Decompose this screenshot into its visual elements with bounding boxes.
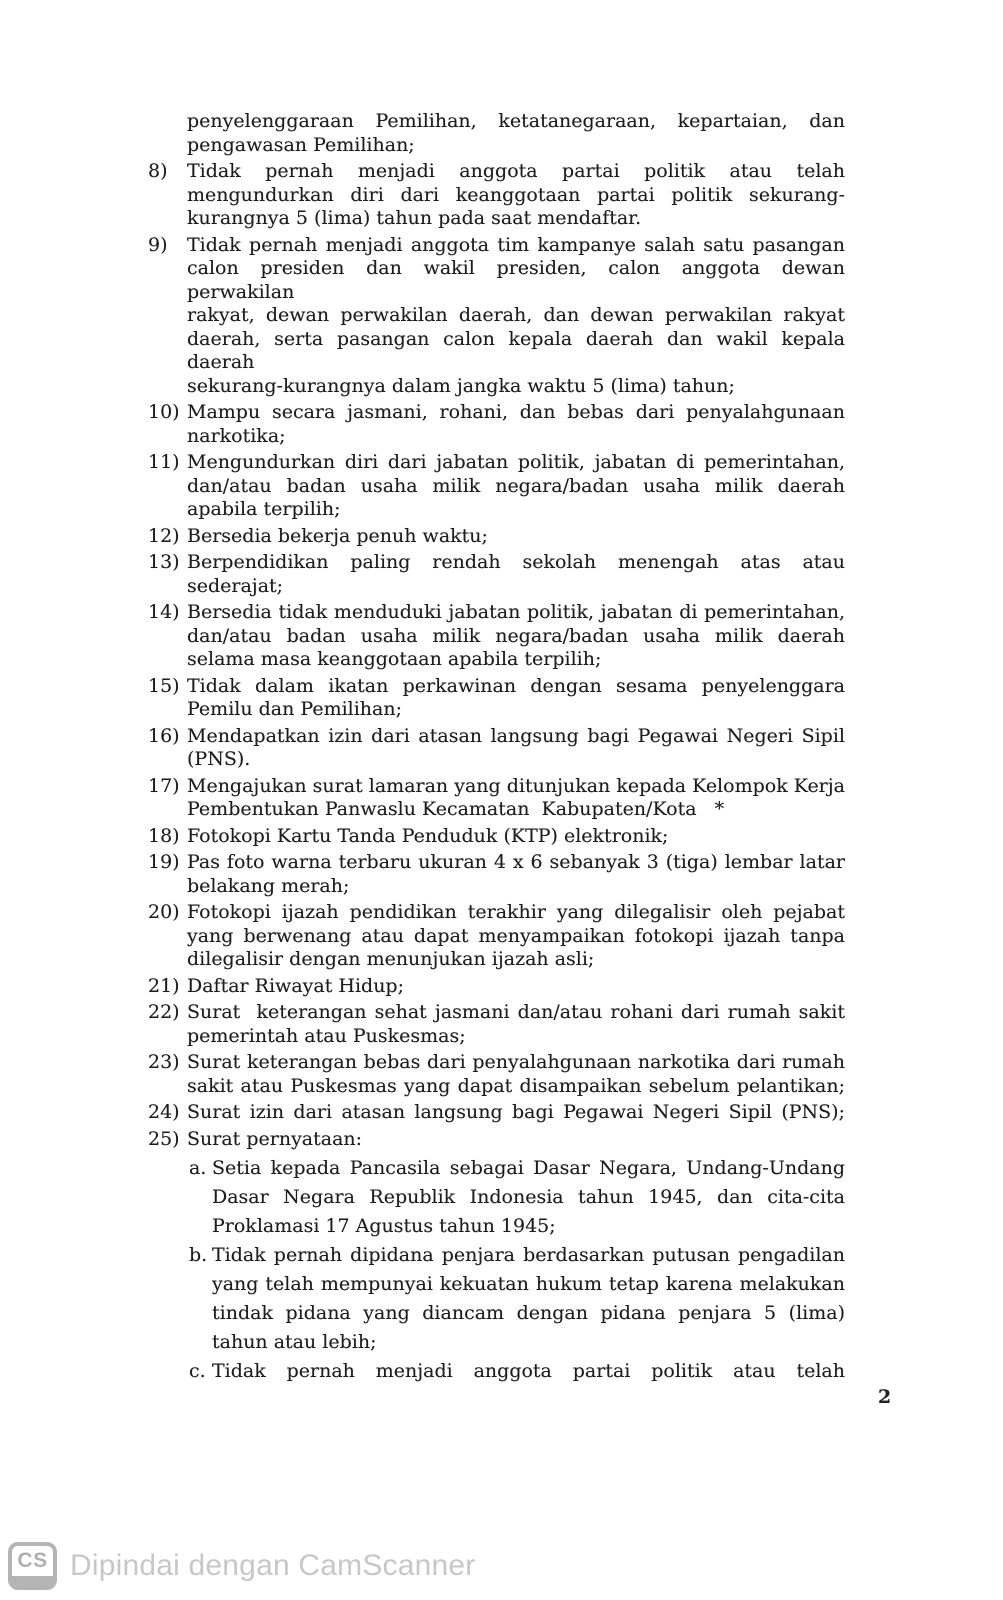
subitem-label: b.	[189, 1244, 208, 1266]
text-line: daerah, serta pasangan calon kepala daerah dan wakil kepala daerah	[187, 327, 852, 373]
camscanner-icon-base	[12, 1576, 53, 1586]
text-line: calon presiden dan wakil presiden, calon anggota dewan perwakilan	[187, 257, 852, 303]
numbered-list	[148, 160, 852, 1151]
text-line: Fotokopi Kartu Tanda Penduduk (KTP) elektronik;	[187, 824, 669, 847]
camscanner-icon	[8, 1542, 57, 1590]
paragraph-continuation	[187, 110, 845, 157]
item-text	[187, 725, 845, 772]
text-line: Bersedia tidak menduduki jabatan politik, jabatan di pemerintahan,	[187, 601, 845, 623]
list-item-14	[148, 601, 845, 672]
text-line: Mengundurkan diri dari jabatan politik, jabatan di pemerintahan,	[187, 451, 845, 473]
item-number: 17)	[148, 774, 180, 797]
text-line: Tidak pernah dipidana penjara berdasarkan putusan pengadilan	[212, 1244, 845, 1266]
item-number: 12)	[148, 524, 180, 547]
text-line: selama masa keanggotaan apabila terpilih;	[187, 648, 602, 670]
camscanner-icon-letters: CS	[17, 1549, 48, 1572]
item-text	[187, 675, 845, 722]
list-item-23	[148, 1051, 845, 1098]
text-line: Tidak pernah menjadi anggota partai politik atau telah	[187, 160, 845, 182]
text-line: mengundurkan diri dari keanggotaan partai politik sekurang-	[187, 183, 845, 206]
text-line: Pemilu dan Pemilihan;	[187, 698, 403, 720]
list-item-10	[148, 401, 845, 448]
text-line: belakang merah;	[187, 874, 350, 897]
list-item-13	[148, 551, 852, 598]
item-number: 20)	[148, 901, 180, 923]
page-number: 2	[878, 1386, 892, 1408]
watermark-text: Dipindai dengan CamScanner	[70, 1549, 476, 1582]
list-item-11	[148, 451, 845, 522]
item-number: 11)	[148, 451, 180, 473]
subitem-text	[212, 1357, 845, 1386]
text-line: Mendapatkan izin dari atasan langsung bagi Pegawai Negeri Sipil	[187, 724, 845, 747]
list-item-15	[148, 675, 845, 722]
item-number: 21)	[148, 974, 180, 997]
item-text	[187, 1101, 845, 1125]
subitem-text	[212, 1154, 845, 1241]
list-item-19	[148, 851, 845, 898]
list-item-17	[148, 775, 845, 822]
item-text	[187, 1051, 845, 1098]
text-line: Surat pernyataan:	[187, 1127, 363, 1150]
text-line: Berpendidikan paling rendah sekolah menengah atas atau sederajat;	[187, 551, 852, 597]
list-item-24	[148, 1101, 845, 1125]
text-line: pemerintah atau Puskesmas;	[187, 1024, 466, 1047]
list-item-22	[148, 1001, 845, 1048]
text-line: Mampu secara jasmani, rohani, dan bebas dari penyalahgunaan	[187, 401, 845, 423]
subitem-text	[212, 1241, 845, 1357]
item-text	[187, 775, 845, 822]
item-text	[187, 601, 845, 672]
item-text	[187, 525, 845, 549]
item-text	[187, 160, 845, 231]
text-line: Fotokopi ijazah pendidikan terakhir yang dilegalisir oleh pejabat	[187, 901, 845, 923]
text-line: Proklamasi 17 Agustus tahun 1945;	[212, 1215, 556, 1237]
item-number: 10)	[148, 401, 180, 423]
item-text	[187, 901, 845, 972]
item-number: 15)	[148, 674, 180, 697]
text-line: apabila terpilih;	[187, 498, 341, 520]
item-number: 22)	[148, 1001, 180, 1023]
item-text	[187, 825, 845, 849]
item-number: 9)	[148, 233, 168, 256]
item-number: 19)	[148, 851, 180, 873]
text-line: Dasar Negara Republik Indonesia tahun 1945, dan cita-cita	[212, 1186, 845, 1208]
text-line: Surat keterangan sehat jasmani dan/atau rohani dari rumah sakit	[187, 1001, 845, 1023]
item-number: 16)	[148, 724, 180, 747]
text-line: rakyat, dewan perwakilan daerah, dan dewan perwakilan rakyat	[187, 304, 845, 326]
camscanner-watermark-bar	[8, 1540, 475, 1592]
list-item-25	[148, 1128, 845, 1152]
item-number: 23)	[148, 1051, 180, 1073]
subitem-label: a.	[189, 1157, 207, 1179]
text-line: yang telah mempunyai kekuatan hukum tetap karena melakukan	[212, 1273, 845, 1295]
text-line: pengawasan Pemilihan;	[187, 133, 415, 156]
item-text	[187, 975, 845, 999]
item-number: 13)	[148, 551, 180, 573]
text-line: Surat keterangan bebas dari penyalahgunaan narkotika dari rumah	[187, 1051, 845, 1073]
item-text	[187, 851, 845, 898]
item-number: 14)	[148, 601, 180, 623]
item-text	[187, 233, 852, 399]
item-text	[187, 551, 852, 598]
item-text	[187, 401, 845, 448]
list-item-12	[148, 525, 845, 549]
text-line: Pembentukan Panwaslu Kecamatan Kabupaten/Kota *	[187, 798, 725, 820]
text-line: tindak pidana yang diancam dengan pidana penjara 5 (lima)	[212, 1302, 845, 1324]
document-content	[148, 110, 852, 1386]
text-line: yang berwenang atau dapat menyampaikan fotokopi ijazah tanpa	[187, 924, 845, 947]
text-line: Tidak dalam ikatan perkawinan dengan sesama penyelenggara	[187, 674, 845, 697]
item-text	[187, 451, 845, 522]
text-line: Tidak pernah menjadi anggota tim kampanye salah satu pasangan	[187, 233, 845, 256]
list-item-8	[148, 160, 845, 231]
text-line: Mengajukan surat lamaran yang ditunjukan kepada Kelompok Kerja	[187, 774, 845, 797]
list-item-20	[148, 901, 845, 972]
sublist-item-b	[189, 1241, 845, 1357]
sublist-item-c	[189, 1357, 845, 1386]
text-line: kurangnya 5 (lima) tahun pada saat mendaftar.	[187, 207, 642, 229]
list-item-16	[148, 725, 845, 772]
item-number: 8)	[148, 160, 168, 182]
text-line: dilegalisir dengan menunjukan ijazah asli;	[187, 948, 595, 970]
text-line: dan/atau badan usaha milik negara/badan usaha milik daerah	[187, 624, 845, 647]
item-number: 18)	[148, 824, 180, 847]
lettered-sublist	[189, 1154, 845, 1386]
text-line: Surat izin dari atasan langsung bagi Pegawai Negeri Sipil (PNS);	[187, 1101, 845, 1123]
list-item-18	[148, 825, 845, 849]
text-line: tahun atau lebih;	[212, 1331, 377, 1353]
item-text	[187, 1001, 845, 1048]
text-line: dan/atau badan usaha milik negara/badan usaha milik daerah	[187, 474, 845, 497]
sublist-item-a	[189, 1154, 845, 1241]
item-text	[187, 1128, 845, 1152]
item-number: 25)	[148, 1127, 180, 1150]
text-line: Setia kepada Pancasila sebagai Dasar Negara, Undang-Undang	[212, 1157, 845, 1179]
text-line: Bersedia bekerja penuh waktu;	[187, 524, 488, 547]
subitem-label: c.	[189, 1360, 206, 1382]
list-item-21	[148, 975, 845, 999]
text-line: sekurang-kurangnya dalam jangka waktu 5 (lima) tahun;	[187, 374, 735, 397]
text-line: sakit atau Puskesmas yang dapat disampaikan sebelum pelantikan;	[187, 1074, 845, 1097]
text-line: (PNS).	[187, 748, 251, 770]
text-line: penyelenggaraan Pemilihan, ketatanegaraan, kepartaian, dan	[187, 110, 845, 132]
text-line: Daftar Riwayat Hidup;	[187, 974, 404, 997]
item-number: 24)	[148, 1101, 180, 1123]
list-item-9	[148, 233, 852, 399]
text-line: narkotika;	[187, 424, 286, 447]
text-line: Pas foto warna terbaru ukuran 4 x 6 sebanyak 3 (tiga) lembar latar	[187, 851, 845, 873]
text-line: Tidak pernah menjadi anggota partai politik atau telah	[212, 1360, 845, 1382]
